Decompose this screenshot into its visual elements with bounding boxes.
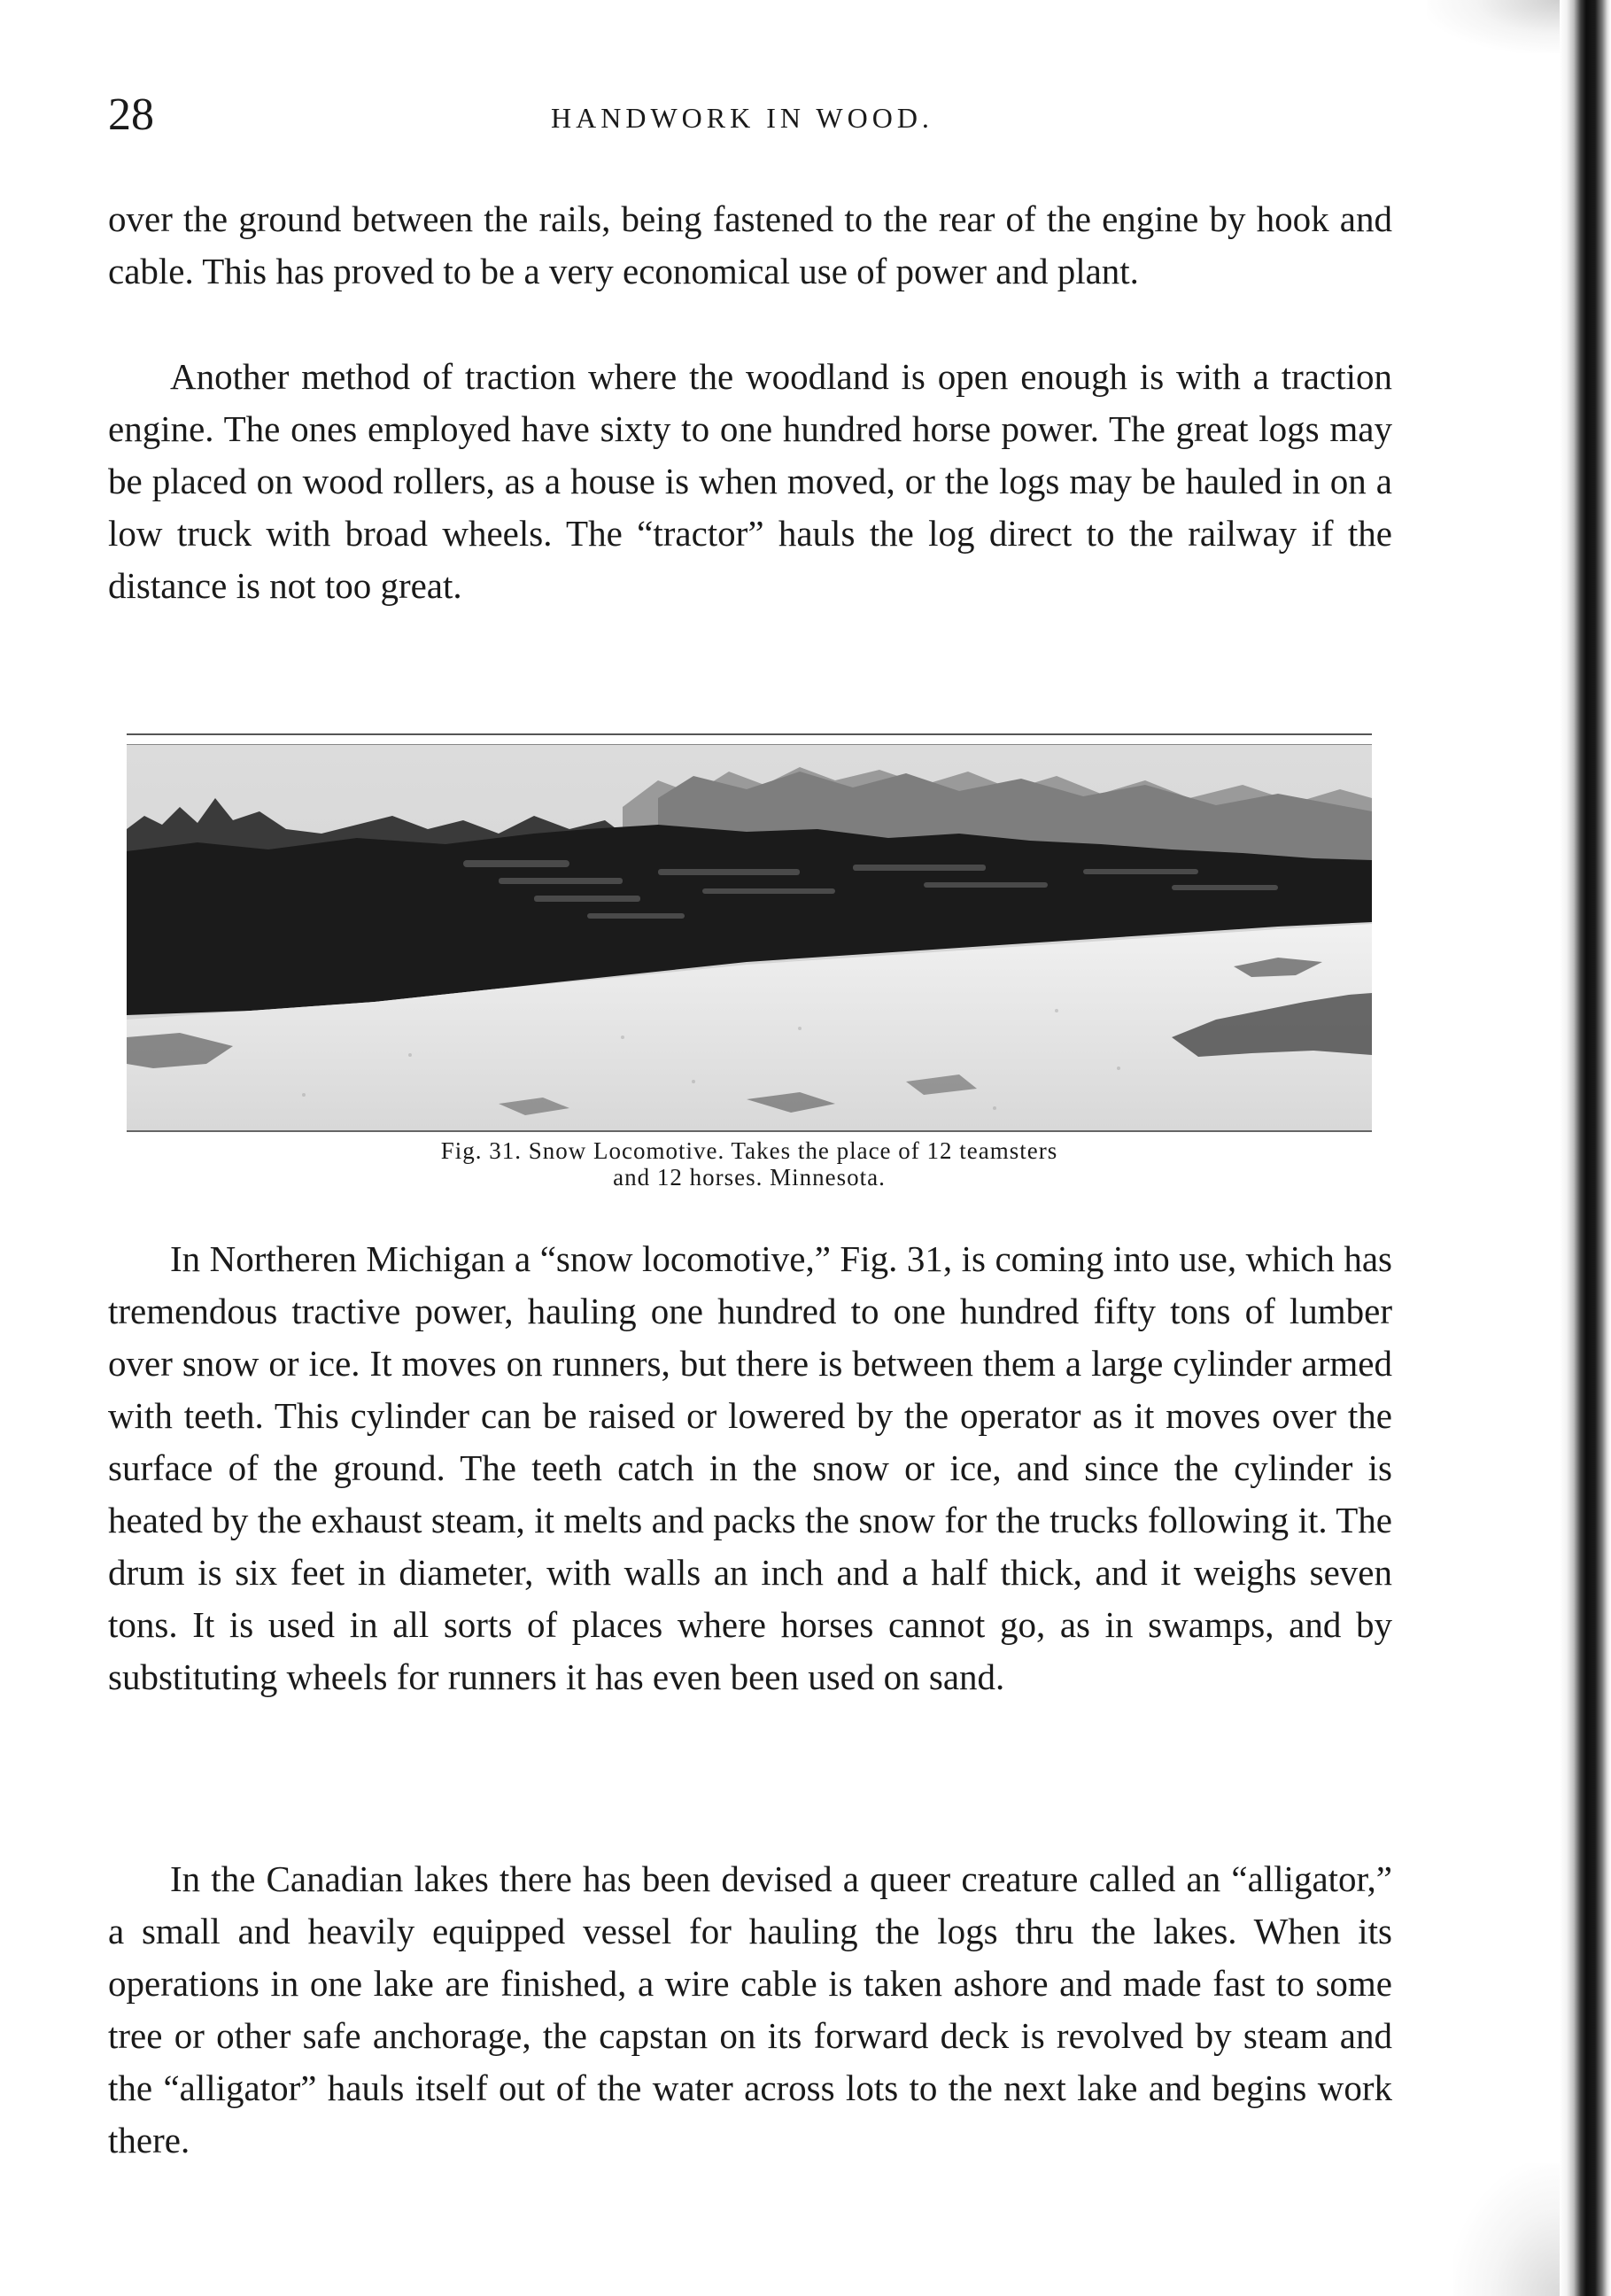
figure-caption <box>127 1137 1372 1191</box>
figure-caption-line-2: and 12 horses. Minnesota. <box>613 1164 886 1191</box>
page-binding-edge <box>1560 0 1611 2296</box>
snow-locomotive-photo <box>127 744 1372 1132</box>
paragraph-2: Another method of traction where the woodland is open enough is with a traction engine. The ones employed have sixty to one hundred horse power. The great logs may be placed on wood rollers, as a house is when moved, or the logs may be hauled in on a low truck with broad wheels. The “tractor” hauls the log direct to the railway if the distance is not too great. <box>108 356 1392 606</box>
figure-top-rule <box>127 733 1372 735</box>
scan-noise-bottom <box>1453 2163 1560 2296</box>
running-head <box>108 89 1392 142</box>
page-number: 28 <box>108 89 154 140</box>
scan-noise-top <box>1427 0 1560 53</box>
running-title: HANDWORK IN WOOD. <box>551 102 933 134</box>
paragraph-3: In Northeren Michigan a “snow locomotive,” Fig. 31, is coming into use, which has tremendous tractive power, hauling one hundred to one hundred fifty tons of lumber over snow or ice. It moves on runners, but there is between them a large cylinder armed with teeth. This cylinder can be raised or lowered by the operator as it moves over the surface of the ground. The teeth catch in the snow or ice, and since the cylinder is heated by the exhaust steam, it melts and packs the snow for the trucks following it. The drum is six feet in diameter, with walls an inch and a half thick, and it weighs seven tons. It is used in all sorts of places where horses cannot go, as in swamps, and by substituting wheels for runners it has even been used on sand. <box>108 1238 1392 1697</box>
paragraph-1: over the ground between the rails, being fastened to the rear of the engine by hook and cable. This has proved to be a very economical use of power and plant. <box>108 198 1392 291</box>
figure-caption-line-1: Fig. 31. Snow Locomotive. Takes the place of 12 teamsters <box>440 1137 1058 1164</box>
paragraph-4: In the Canadian lakes there has been devised a queer creature called an “alligator,” a small and heavily equipped vessel for hauling the logs thru the lakes. When its operations in one lake are finished, a wire cable is taken ashore and made fast to some tree or other safe anchorage, the capstan on its forward deck is revolved by steam and the “alligator” hauls itself out of the water across lots to the next lake and begins work there. <box>108 1858 1392 2160</box>
